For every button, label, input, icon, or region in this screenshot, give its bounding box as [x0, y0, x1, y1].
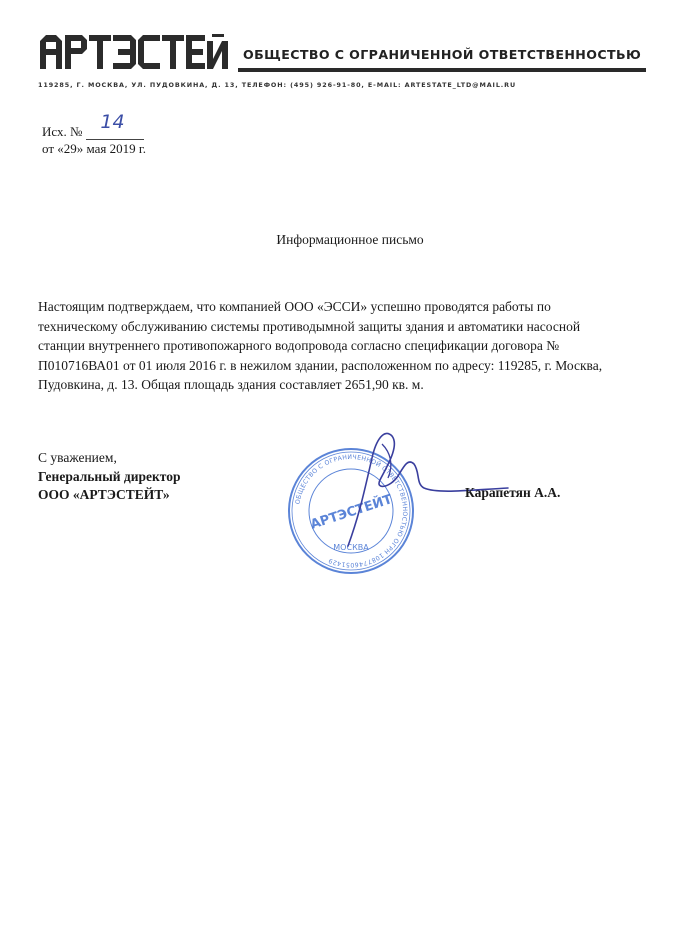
letterhead-rule: [238, 68, 646, 72]
closing-block: [38, 449, 180, 505]
body-line: техническому обслуживанию системы противодымной защиты здания и автоматики насосной: [38, 318, 581, 334]
stamp-outer-text: ОБЩЕСТВО С ОГРАНИЧЕННОЙ ОТВЕТСТВЕННОСТЬЮ ОГРН 1087746051429: [294, 453, 409, 569]
signer-name: Карапетян А.А.: [465, 485, 561, 500]
organization-name: ОБЩЕСТВО С ОГРАНИЧЕННОЙ ОТВЕТСТВЕННОСТЬЮ: [243, 47, 642, 62]
body-line: Настоящим подтверждаем, что компанией ООО «ЭССИ» успешно проводятся работы по: [38, 299, 551, 314]
body-line: П010716ВА01 от 01 июля 2016 г. в нежилом здании, расположенном по адресу: 119285, г. Москва,: [38, 357, 603, 373]
handwritten-signature: [320, 418, 510, 548]
stamp-center-text: АРТЭСТЕЙТ: [308, 492, 395, 533]
signer-company: ООО «АРТЭСТЕЙТ»: [38, 487, 170, 502]
letter-body: [38, 297, 668, 395]
outgoing-reference: [42, 111, 147, 157]
outgoing-label: Исх. №: [42, 124, 83, 139]
document-title: Информационное письмо: [276, 232, 424, 247]
stamp-city: МОСКВА: [333, 543, 369, 552]
regards: С уважением,: [38, 450, 117, 465]
outgoing-number: 14: [100, 111, 125, 133]
letter-date: от «29» мая 2019 г.: [42, 141, 147, 156]
body-line: Пудовкина, д. 13. Общая площадь здания составляет 2651,90 кв. м.: [38, 377, 424, 392]
outgoing-number-field: [86, 111, 144, 140]
company-logo: [38, 33, 230, 71]
company-address: 119285, Г. МОСКВА, УЛ. ПУДОВКИНА, Д. 13, ТЕЛЕФОН: (495) 926-91-80, E-MAIL: ARTESTATE_LTD@MAIL.RU: [38, 81, 517, 89]
signer-position: Генеральный директор: [38, 468, 181, 484]
body-line: станции внутреннего противопожарного водопровода согласно спецификации договора №: [38, 338, 560, 353]
